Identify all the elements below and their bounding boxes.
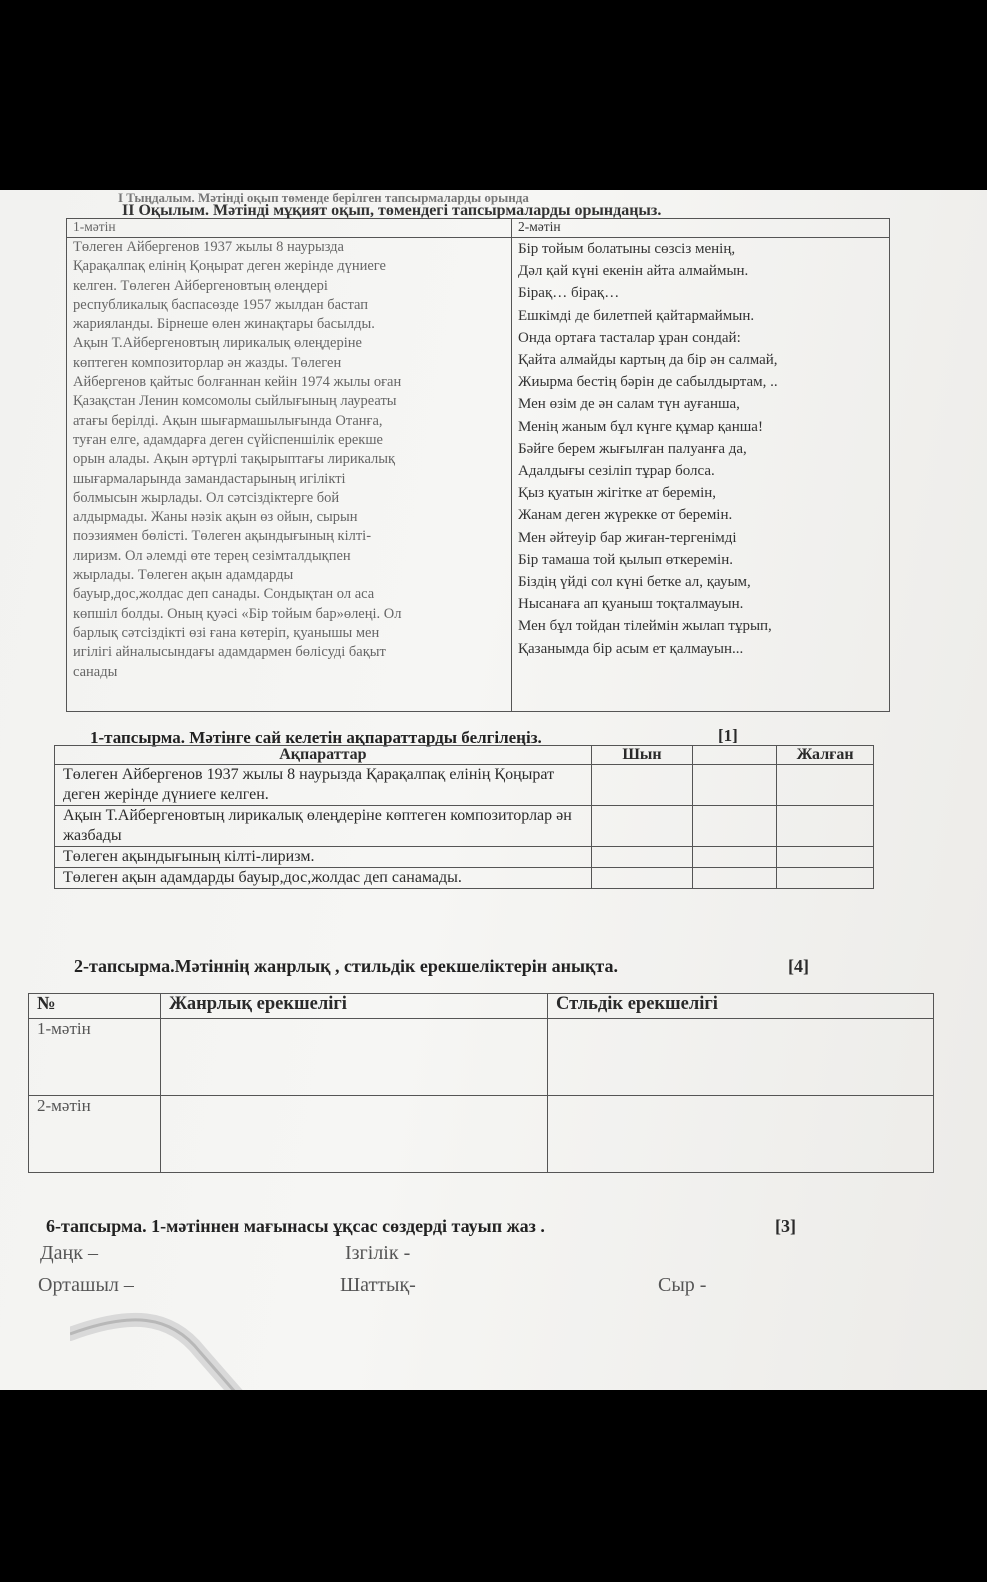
table-row [55,806,874,847]
header-number: № [29,994,161,1019]
blank-cell[interactable] [693,847,777,868]
text2-line: Қазанымда бір асым ет қалмауын... [518,640,744,657]
text1-line: келген. Төлеген Айбергеновтың өлеңдері [73,277,328,294]
true-answer-cell[interactable] [591,868,692,889]
header-true: Шын [591,746,692,765]
text2-line: Менің жаным бұл күнге құмар қанша! [518,418,763,435]
blank-cell[interactable] [693,868,777,889]
text1-line: санады [73,663,118,680]
task2-table [28,993,934,1173]
true-answer-cell[interactable] [591,847,692,868]
text1-line: Қазақстан Ленин комсомолы сыйлығының лауреаты [73,393,397,410]
text2-line: Бәйге берем жығылған палуанға да, [518,440,747,457]
false-answer-cell[interactable] [777,847,874,868]
synonym-item: Шаттық- [340,1274,416,1296]
text2-line: Дәл қай күні екенін айта алмаймын. [518,263,749,280]
task2-title: 2-тапсырма.Мәтіннің жанрлық , стильдік ерекшеліктерін анықта. [74,956,618,976]
text2-line: Бір тамаша той қылып өткеремін. [518,551,733,568]
text1-line: көптеген композиторлар ән жазды. Төлеген [73,354,342,371]
statement-cell: Төлеген ақын адамдарды бауыр,дос,жолдас деп санамады. [55,868,592,889]
worksheet-page [0,190,987,1390]
genre-answer-cell[interactable] [161,1019,548,1096]
text2-line: Мен әйтеуір бар жиған-тергенімді [518,529,737,546]
text1-line: болмысын жырлады. Ол сәтсіздіктерге бой [73,489,340,506]
text2-body [518,238,883,660]
text1-body [73,238,505,682]
text1-line: республикалық баспасөзде 1957 жылдан бастап [73,296,368,313]
table-row [55,868,874,889]
text1-line: орын алады. Ақын әртүрлі тақырыптағы лирикалық [73,451,396,468]
false-answer-cell[interactable] [777,868,874,889]
synonym-item: Ізгілік - [345,1242,411,1264]
synonym-item: Орташыл – [38,1274,134,1296]
text1-line: атағы берілді. Ақын шығармашылығында Отанға, [73,412,383,429]
synonym-item: Даңк – [40,1242,98,1264]
text2-line: Адалдығы сезіліп тұрар болса. [518,463,715,480]
header-info: Ақпараттар [55,746,592,765]
text2-line: Қайта алмайды картың да бір ән салмай, [518,352,778,369]
row-label: 1-мәтін [29,1019,161,1096]
false-answer-cell[interactable] [777,806,874,847]
style-answer-cell[interactable] [548,1019,934,1096]
text2-heading: 2-мәтін [512,219,889,238]
text2-line: Бір тойым болатыны сөзсіз менің, [518,241,736,257]
text2-line: Нысанаға ап қуаныш тоқталмауын. [518,596,744,613]
text1-line: барлық сәтсіздікті өзі ғана көтеріп, қуанышы мен [73,624,380,641]
section-title: ІІ Оқылым. Мәтінді мұқият оқып, төмендегі тапсырмаларды орындаңыз. [122,202,662,219]
text1-line: шығармаларында замандастарының игілікті [73,470,346,487]
header-blank [693,746,777,765]
false-answer-cell[interactable] [777,765,874,806]
text1-line: жырлады. Төлеген ақын адамдарды [73,567,294,584]
faint-header: І Тыңдалым. Мәтінді оқып төменде берілген тапсырмаларды орында [118,190,529,205]
text1-line: Төлеген Айбергенов 1937 жылы 8 наурызда [73,239,344,255]
task1-table [54,745,874,889]
text2-line: Мен өзім де ән салам түн ауғанша, [518,396,740,413]
synonym-item: Сыр - [658,1274,707,1296]
text2-line: Онда ортаға тасталар ұран сондай: [518,329,741,346]
text2-line: Жиырма бестің бәрін де сабылдыртам, .. [518,374,778,391]
table-row [29,1019,934,1096]
task1-title: 1-тапсырма. Мәтінге сай келетін ақпараттарды белгілеңіз. [90,728,542,747]
text1-column [67,219,512,711]
true-answer-cell[interactable] [591,765,692,806]
task1-score: [1] [718,726,738,745]
text2-line: Қыз қуатын жігітке ат беремін, [518,485,717,502]
table-row [55,765,874,806]
blank-cell[interactable] [693,806,777,847]
text1-line: туған елге, адамдарға деген сүйіспеншілік ерекше [73,431,383,448]
text2-line: Бірақ… бірақ… [518,285,620,302]
true-answer-cell[interactable] [591,806,692,847]
statement-cell: Төлеген Айбергенов 1937 жылы 8 наурызда Қарақалпақ елінің Қоңырат деген жерінде дүниеге келген. [55,765,592,806]
blank-cell[interactable] [693,765,777,806]
task2-score: [4] [788,956,809,976]
text1-line: бауыр,дос,жолдас деп санады. Сондықтан ол аса [73,586,375,603]
text1-line: жарияланды. Бірнеше өлен жинақтары басылды. [73,316,375,333]
phone-stand-clip [70,1312,430,1390]
table-header-row [29,994,934,1019]
text2-line: Біздің үйді сол күні бетке ал, қауым, [518,574,751,591]
text2-line: Жанам деген жүрекке от беремін. [518,507,733,524]
text2-line: Мен бұл тойдан тілеймін жылап тұрып, [518,618,772,635]
reading-texts-table [66,218,890,712]
text2-line: Ешкімді де билетпей қайтармаймын. [518,307,755,324]
task6-title: 6-тапсырма. 1-мәтіннен мағынасы ұқсас сөздерді тауып жаз . [46,1216,545,1236]
text2-column [512,219,889,711]
text1-line: Қарақалпақ елінің Қоңырат деген жерінде дүниеге [73,258,386,275]
table-row [29,1096,934,1173]
text1-line: поэзиямен бөлісті. Төлеген ақындығының кілті- [73,528,372,545]
statement-cell: Ақын Т.Айбергеновтың лирикалық өлеңдеріне көптеген композиторлар ән жазбады [55,806,592,847]
table-header-row [55,746,874,765]
text1-line: алдырмады. Жаны нәзік ақын өз ойын, сырын [73,509,358,526]
text1-heading: 1-мәтін [67,219,511,238]
header-false: Жалған [777,746,874,765]
header-genre: Жанрлық ерекшелігі [161,994,548,1019]
statement-cell: Төлеген ақындығының кілті-лиризм. [55,847,592,868]
genre-answer-cell[interactable] [161,1096,548,1173]
header-style: Стльдік ерекшелігі [548,994,934,1019]
text1-line: игілігі айналысындағы адамдармен бөлісуді бақыт [73,644,386,661]
table-row [55,847,874,868]
text1-line: көпшіл болды. Оның қуәсі «Бір тойым бар»өлеңі. Ол [73,605,402,622]
row-label: 2-мәтін [29,1096,161,1173]
text1-line: Ақын Т.Айбергеновтың лирикалық өлеңдеріне [73,335,362,352]
text1-line: Айбергенов қайтыс болғаннан кейін 1974 жылы оған [73,374,402,391]
task6-score: [3] [775,1216,796,1236]
style-answer-cell[interactable] [548,1096,934,1173]
text1-line: лиризм. Ол әлемді өте терең сезімталдықпен [73,547,351,564]
